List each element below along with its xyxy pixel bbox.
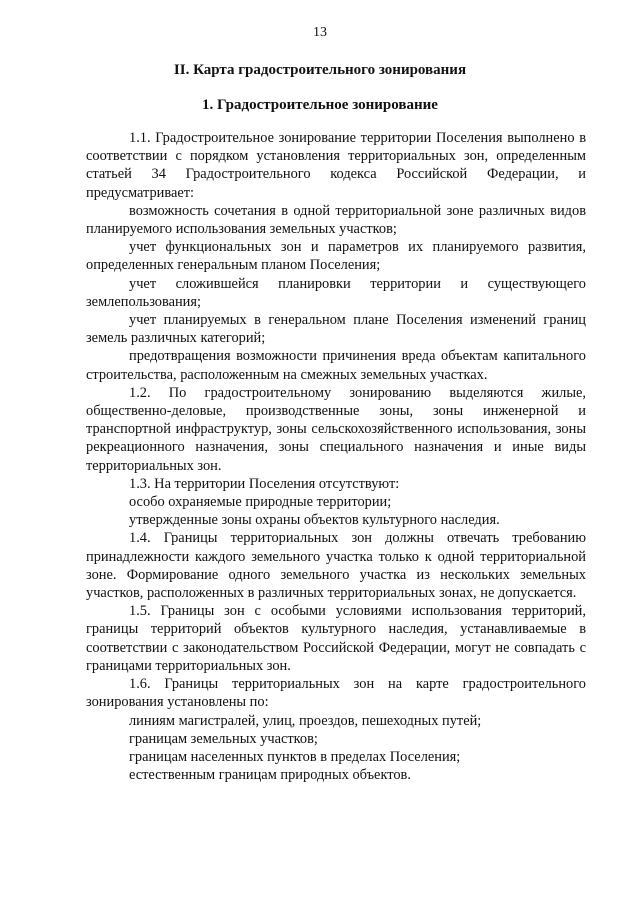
section-title: II. Карта градостроительного зонирования: [173, 62, 467, 78]
list-item-functional-zones: учет функциональных зон и параметров их планируемого развития, определенных генеральным планом Поселения;: [86, 239, 586, 274]
document-body: [86, 129, 586, 784]
list-item-heritage-zones: утвержденные зоны охраны объектов культурного наследия.: [129, 512, 500, 529]
list-item-settlements: границам населенных пунктов в пределах Поселения;: [129, 748, 461, 765]
subsection-title: 1. Градостроительное зонирование: [202, 97, 438, 113]
list-item-highways: линиям магистралей, улиц, проездов, пешеходных путей;: [129, 712, 482, 729]
list-item-land-plots: границам земельных участков;: [129, 730, 318, 747]
paragraph-1-4: 1.4. Границы территориальных зон должны отвечать требованию принадлежности каждого земельного участка только к одной территориальной зоне. Формирование одного земельного участка из нескольких земельных участков, расположенных в различных территориальных зонах, не допускается.: [86, 530, 586, 602]
list-item-natural-boundaries: естественным границам природных объектов.: [129, 767, 411, 784]
list-item-combination: возможность сочетания в одной территориальной зоне различных видов планируемого использования земельных участков;: [86, 202, 586, 238]
list-item-protected-areas: особо охраняемые природные территории;: [129, 494, 392, 511]
paragraph-1-3: 1.3. На территории Поселения отсутствуют:: [129, 475, 400, 492]
paragraph-1-5: 1.5. Границы зон с особыми условиями использования территорий, границы территорий объектов культурного наследия, устанавливаемые в соответствии с законодательством Российской Федерации, могут не совпадать с границами территориальных зон.: [86, 603, 586, 674]
list-item-existing-layout: учет сложившейся планировки территории и существующего землепользования;: [86, 275, 586, 310]
paragraph-1-2: 1.2. По градостроительному зонированию выделяются жилые, общественно-деловые, производственные зоны, зоны инженерной и транспортной инфраструктур, зоны сельскохозяйственного использования, зоны рекреационного назначения, зоны специального назначения и иные виды территориальных зон.: [86, 384, 586, 474]
list-item-land-categories: учет планируемых в генеральном плане Поселения изменений границ земель различных категорий;: [86, 312, 586, 347]
list-item-harm-prevention: предотвращения возможности причинения вреда объектам капитального строительства, расположенным на смежных земельных участках.: [86, 348, 586, 383]
paragraph-1-6: 1.6. Границы территориальных зон на карте градостроительного зонирования установлены по:: [86, 676, 586, 711]
paragraph-1-1: 1.1. Градостроительное зонирование территории Поселения выполнено в соответствии с порядком установления территориальных зон, определенным статьей 34 Градостроительного кодекса Российской Федерации, и предусматривает:: [86, 130, 586, 201]
page-number: 13: [313, 25, 327, 40]
